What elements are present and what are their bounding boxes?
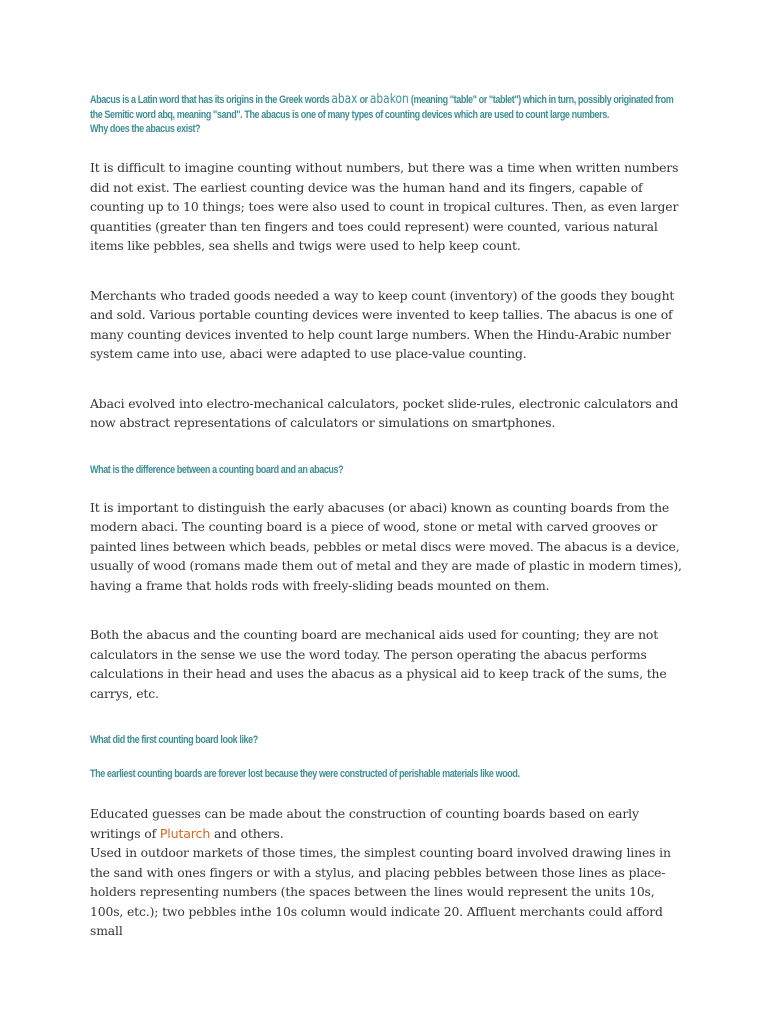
guesses-text: Educated guesses can be made about the construction of counting boards based on early writings of: [90, 806, 639, 841]
paragraph-evolution: Abaci evolved into electro-mechanical calculators, pocket slide-rules, electronic calculators and now abstract representations of calculators or simulations on smartphones.: [90, 395, 679, 430]
greek-word-abakon: abakon: [369, 92, 409, 107]
intro-paragraph: [90, 92, 682, 123]
paragraph-counting-history: It is difficult to imagine counting without numbers, but there was a time when written numbers did not exist. The earliest counting device was the human hand and its fingers, capable of counting up to 10 things; toes were also used to count in tropical cultures. Then, as even larger quantities (greater than ten fingers and toes could represent) were counted, various natural items like pebbles, sea shells and twigs were used to help keep count.: [90, 160, 679, 253]
greek-word-abax: abax: [331, 92, 358, 107]
paragraph-outdoor-markets: Used in outdoor markets of those times, the simplest counting board involved drawing lines in the sand with ones fingers or with a stylus, and placing pebbles between those lines as place-holders representing numbers (the spaces between the lines would represent the units 10s, 100s, etc.); two pebbles inthe 10s column would indicate 20. Affluent merchants could afford small: [90, 845, 671, 938]
paragraph-distinguish: It is important to distinguish the early abacuses (or abaci) known as counting boards from the modern abaci. The counting board is a piece of wood, stone or metal with carved grooves or painted lines between which beads, pebbles or metal discs were moved. The abacus is a device, usually of wood (romans made them out of metal and they are made of plastic in modern times), having a frame that holds rods with freely-sliding beads mounted on them.: [90, 499, 682, 593]
heading-first-board: What did the first counting board look like?: [90, 734, 258, 746]
guesses-text-end: and others.: [210, 825, 284, 841]
intro-text-3: (meaning "table" or "tablet") which in turn, possibly originated from the Semitic word abq, meaning "sand". The abacus is one of many types of counting devices which are used to count large numbers.: [90, 94, 674, 121]
paragraph-mechanical-aids: Both the abacus and the counting board are mechanical aids used for counting; they are not calculators in the sense we use the word today. The person operating the abacus performs calculations in their head and uses the abacus as a physical aid to keep track of the sums, the carrys, etc.: [90, 627, 667, 701]
paragraph-merchants: Merchants who traded goods needed a way to keep count (inventory) of the goods they bought and sold. Various portable counting devices were invented to keep tallies. The abacus is one of many counting devices invented to help count large numbers. When the Hindu-Arabic number system came into use, abaci were adapted to use place-value counting.: [90, 287, 675, 361]
heading-boards-lost: The earliest counting boards are forever lost because they were constructed of perishable materials like wood.: [90, 768, 520, 780]
plutarch-link[interactable]: Plutarch: [159, 825, 211, 841]
intro-text-2: or: [357, 94, 370, 106]
heading-difference: What is the difference between a counting board and an abacus?: [90, 463, 344, 476]
heading-why-exist: Why does the abacus exist?: [90, 123, 201, 135]
intro-text-1: Abacus is a Latin word that has its origins in the Greek words: [90, 94, 332, 106]
article-body: [90, 92, 682, 941]
paragraph-educated-guesses: [90, 804, 682, 843]
